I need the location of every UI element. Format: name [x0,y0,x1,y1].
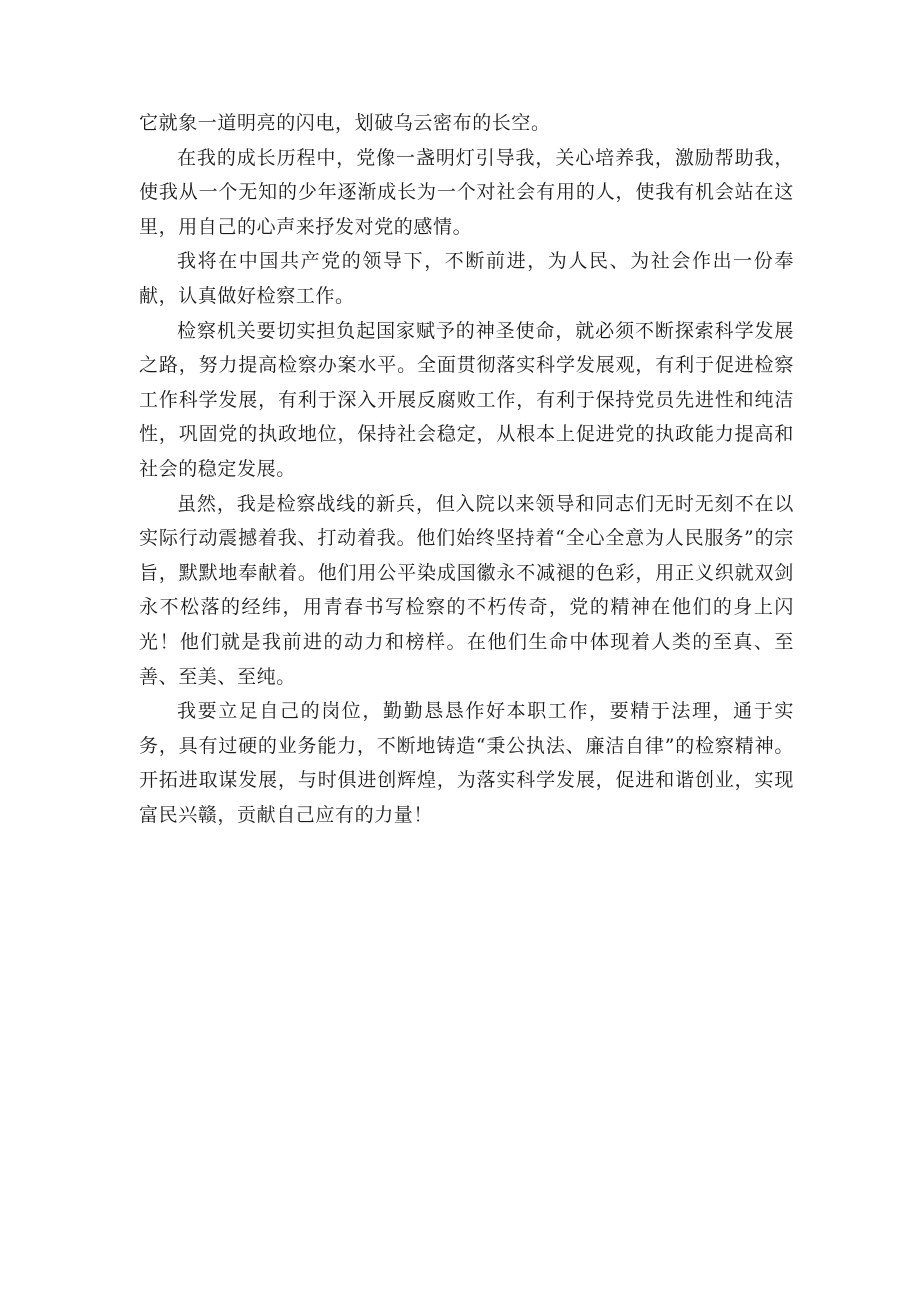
paragraph-continuation: 它就象一道明亮的闪电，划破乌云密布的长空。 [139,112,551,134]
paragraph-resolution: 我要立足自己的岗位，勤勤恳恳作好本职工作，要精于法理，通于实务，具有过硬的业务能力，不断地铸造“秉公执法、廉洁自律”的检察精神。开拓进取谋发展，与时俱进创辉煌，为落实科学发展，促进和谐创业，实现富民兴赣，贡献自己应有的力量！ [139,700,794,826]
document-body [139,106,794,832]
paragraph-growth: 在我的成长历程中，党像一盏明灯引导我，关心培养我，激励帮助我，使我从一个无知的少年逐渐成长为一个对社会有用的人，使我有机会站在这里，用自己的心声来抒发对党的感情。 [139,146,794,238]
paragraph-commitment: 我将在中国共产党的领导下，不断前进，为人民、为社会作出一份奉献，认真做好检察工作。 [139,250,794,307]
paragraph-colleagues: 虽然，我是检察战线的新兵，但入院以来领导和同志们无时无刻不在以实际行动震撼着我、打动着我。他们始终坚持着“全心全意为人民服务”的宗旨，默默地奉献着。他们用公平染成国徽永不减褪的色彩，用正义织就双剑永不松落的经纬，用青春书写检察的不朽传奇，党的精神在他们的身上闪光！他们就是我前进的动力和榜样。在他们生命中体现着人类的至真、至善、至美、至纯。 [139,492,794,688]
paragraph-mission: 检察机关要切实担负起国家赋予的神圣使命，就必须不断探索科学发展之路，努力提高检察办案水平。全面贯彻落实科学发展观，有利于促进检察工作科学发展，有利于深入开展反腐败工作，有利于保持党员先进性和纯洁性，巩固党的执政地位，保持社会稳定，从根本上促进党的执政能力提高和社会的稳定发展。 [139,319,794,480]
